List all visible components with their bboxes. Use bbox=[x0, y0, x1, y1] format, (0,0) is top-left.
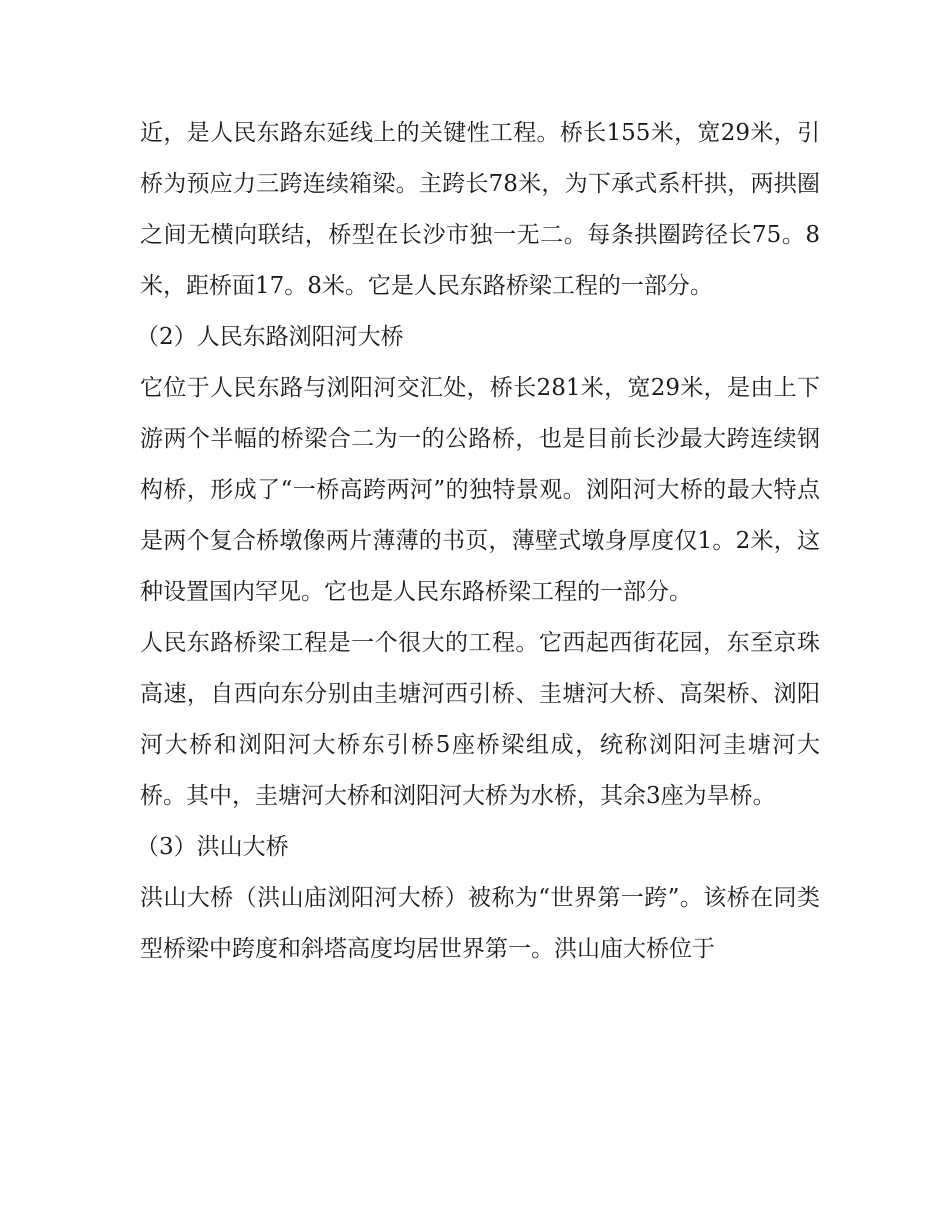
paragraph-hongshan-bridge: 洪山大桥（洪山庙浏阳河大桥）被称为“世界第一跨”。该桥在同类型桥梁中跨度和斜塔高度均居世界第一。洪山庙大桥位于 bbox=[140, 885, 820, 962]
section-heading-renmin-liuyang-bridge: （2）人民东路浏阳河大桥 bbox=[136, 324, 404, 350]
paragraph-bridge-project: 人民东路桥梁工程是一个很大的工程。它西起西街花园，东至京珠高速，自西向东分别由圭塘河西引桥、圭塘河大桥、高架桥、浏阳河大桥和浏阳河大桥东引桥5座桥梁组成，统称浏阳河圭塘河大桥。其中，圭塘河大桥和浏阳河大桥为水桥，其余3座为旱桥。 bbox=[140, 630, 820, 809]
paragraph-bridge-intro: 近，是人民东路东延线上的关键性工程。桥长155米，宽29米，引桥为预应力三跨连续箱梁。主跨长78米，为下承式系杆拱，两拱圈之间无横向联结，桥型在长沙市独一无二。每条拱圈跨径长75。8米，距桥面17。8米。它是人民东路桥梁工程的一部分。 bbox=[140, 120, 820, 299]
section-heading-hongshan-bridge: （3）洪山大桥 bbox=[136, 834, 289, 860]
paragraph-liuyang-bridge: 它位于人民东路与浏阳河交汇处，桥长281米，宽29米，是由上下游两个半幅的桥梁合二为一的公路桥，也是目前长沙最大跨连续钢构桥，形成了“一桥高跨两河”的独特景观。浏阳河大桥的最大特点是两个复合桥墩像两片薄薄的书页，薄壁式墩身厚度仅1。2米，这种设置国内罕见。它也是人民东路桥梁工程的一部分。 bbox=[140, 375, 820, 605]
document-body bbox=[136, 108, 820, 975]
